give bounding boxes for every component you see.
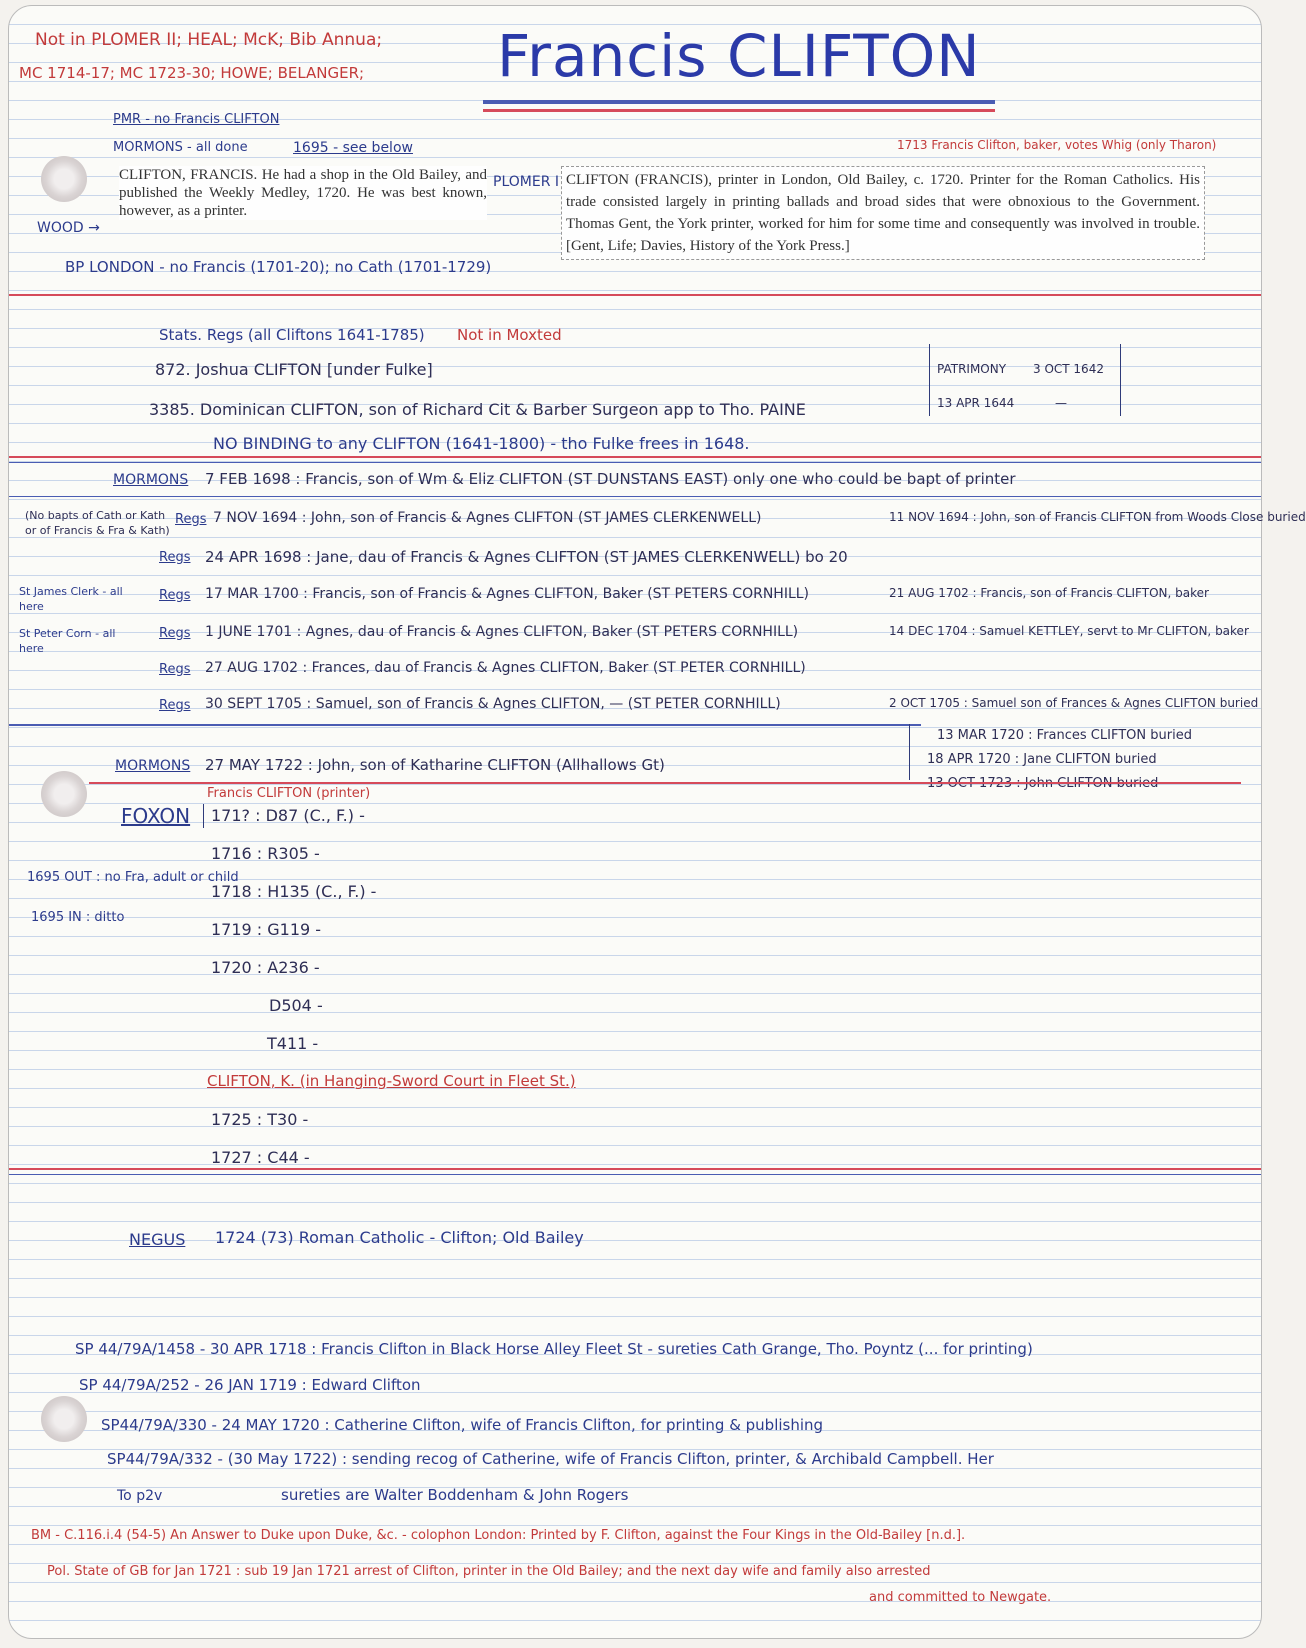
left-note-st-peter-text: St Peter Corn - all here [19, 627, 116, 655]
left-note-no-bapts-text: (No bapts of Cath or Kath or of Francis & Fra & Kath) [25, 509, 170, 537]
stats-entry-3385: 3385. Dominican CLIFTON, son of Richard Cit & Barber Surgeon app to Tho. PAINE [149, 400, 806, 419]
left-note-no-bapts [25, 508, 175, 538]
burial-1720-mar: 13 MAR 1720 : Frances CLIFTON buried [937, 728, 1192, 743]
top-right-note: 1713 Francis Clifton, baker, votes Whig (only Tharon) [897, 138, 1217, 152]
sp-entry: SP 44/79A/1458 - 30 APR 1718 : Francis Clifton in Black Horse Alley Fleet St - sureties Cath Grange, Tho. Poyntz (... for printing) [75, 1340, 1033, 1358]
sp-entry: sureties are Walter Boddenham & John Rogers [281, 1486, 629, 1504]
regs-entry: 1 JUNE 1701 : Agnes, dau of Francis & Agnes CLIFTON, Baker (ST PETERS CORNHILL) [205, 624, 799, 640]
pol-state-line-1: Pol. State of GB for Jan 1721 : sub 19 Jan 1721 arrest of Clifton, printer in the Old Bailey; and the next day wife and family also arrested [47, 1564, 931, 1579]
pol-state-line-2: and committed to Newgate. [869, 1590, 1052, 1605]
section-divider-4 [9, 724, 921, 726]
section-divider-3 [9, 496, 1261, 497]
to-p2-note: To p2v [117, 1488, 163, 1504]
regs-label: Regs [175, 512, 207, 527]
section-divider-1 [9, 294, 1261, 296]
foxon-entry: 1719 : G119 - [211, 920, 322, 939]
mormons-1698-text: 7 FEB 1698 : Francis, son of Wm & Eliz CLIFTON (ST DUNSTANS EAST) only one who could be bapt of printer [205, 470, 1016, 488]
mormons-top-note: MORMONS - all done [113, 140, 248, 155]
foxon-entry: 1718 : H135 (C., F.) - [211, 882, 377, 901]
mormons-1722-label: MORMONS [115, 758, 191, 774]
regs-right-note: 2 OCT 1705 : Samuel son of Frances & Agnes CLIFTON buried [889, 696, 1259, 710]
foxon-bracket [203, 804, 204, 828]
section-divider-2 [9, 456, 1261, 458]
sp-entry: SP 44/79A/252 - 26 JAN 1719 : Edward Clifton [79, 1376, 421, 1394]
left-note-st-james [19, 584, 139, 614]
foxon-entry: T411 - [267, 1034, 319, 1053]
sp-entry: SP44/79A/330 - 24 MAY 1720 : Catherine Clifton, wife of Francis Clifton, for printing & publishing [101, 1416, 824, 1434]
regs-entry: 27 AUG 1702 : Frances, dau of Francis & Agnes CLIFTON, Baker (ST PETER CORNHILL) [205, 660, 806, 676]
foxon-entry: D504 - [269, 996, 323, 1015]
section-divider-6b [9, 1174, 1261, 1175]
header-line-1: Not in PLOMER II; HEAL; McK; Bib Annua; [35, 30, 383, 50]
regs-label: Regs [159, 550, 191, 565]
mormons-1698-label: MORMONS [113, 472, 189, 488]
foxon-entry: 1720 : A236 - [211, 958, 320, 977]
regs-label: Regs [159, 588, 191, 603]
note-1695-in: 1695 IN : ditto [31, 910, 125, 925]
sp-entry: SP44/79A/332 - (30 May 1722) : sending recog of Catherine, wife of Francis Clifton, printer, & Archibald Campbell. Her [107, 1450, 994, 1468]
pmr-note: PMR - no Francis CLIFTON [113, 112, 280, 127]
left-note-st-james-text: St James Clerk - all here [19, 585, 123, 613]
binder-hole-middle [41, 771, 87, 817]
regs-label: Regs [159, 626, 191, 641]
regs-entry: 30 SEPT 1705 : Samuel, son of Francis & Agnes CLIFTON, — (ST PETER CORNHILL) [205, 696, 781, 712]
regs-entry: 24 APR 1698 : Jane, dau of Francis & Agnes CLIFTON (ST JAMES CLERKENWELL) bo 20 [205, 548, 848, 566]
mormons-1722-text: 27 MAY 1722 : John, son of Katharine CLIFTON (Allhallows Gt) [205, 756, 665, 774]
plomer-label: PLOMER I [493, 174, 559, 190]
header-line-2: MC 1714-17; MC 1723-30; HOWE; BELANGER; [19, 64, 365, 82]
page-title: Francis CLIFTON [497, 22, 981, 90]
burial-1720-apr: 18 APR 1720 : Jane CLIFTON buried [927, 752, 1157, 767]
box-dash: — [1055, 396, 1067, 410]
regs-label: Regs [159, 698, 191, 713]
regs-label: Regs [159, 662, 191, 677]
foxon-entry: 1716 : R305 - [211, 844, 320, 863]
clipping-wood-text: CLIFTON, FRANCIS. He had a shop in the Old Bailey, and published the Weekly Medley, 1720. He was best known, however, as a printer. [119, 167, 487, 219]
bp-london-note: BP LONDON - no Francis (1701-20); no Cath (1701-1729) [65, 258, 492, 276]
foxon-entry: 171? : D87 (C., F.) - [211, 806, 365, 825]
patrimony-date: 13 APR 1644 [937, 396, 1015, 410]
bm-entry: BM - C.116.i.4 (54-5) An Answer to Duke upon Duke, &c. - colophon London: Printed by F. Clifton, against the Four Kings in the Old-Bailey [n.d.]. [31, 1528, 966, 1543]
stats-regs-heading: Stats. Regs (all Cliftons 1641-1785) [159, 326, 425, 344]
section-divider-2b [9, 462, 1261, 463]
regs-entry: 17 MAR 1700 : Francis, son of Francis & Agnes CLIFTON, Baker (ST PETERS CORNHILL) [205, 586, 810, 602]
title-underline-blue [483, 100, 995, 104]
stats-entry-872: 872. Joshua CLIFTON [under Fulke] [155, 360, 433, 379]
regs-entry: 7 NOV 1694 : John, son of Francis & Agnes CLIFTON (ST JAMES CLERKENWELL) [213, 510, 762, 526]
foxon-k-entry: 1727 : C44 - [211, 1148, 310, 1167]
section-divider-6 [9, 1168, 1261, 1170]
binder-hole-bottom [41, 1396, 87, 1442]
clipping-plomer [561, 166, 1205, 260]
binder-hole-top [41, 156, 87, 202]
title-underline-red [483, 109, 995, 112]
clipping-wood [119, 166, 487, 220]
not-in-moxted: Not in Moxted [457, 326, 562, 344]
wood-label: WOOD → [37, 220, 100, 236]
section-divider-5 [89, 782, 1241, 784]
patrimony-label: PATRIMONY [937, 362, 1007, 376]
regs-right-note: 14 DEC 1704 : Samuel KETTLEY, servt to Mr CLIFTON, baker [889, 624, 1249, 638]
foxon-k-entry: 1725 : T30 - [211, 1110, 309, 1129]
regs-right-note: 21 AUG 1702 : Francis, son of Francis CLIFTON, baker [889, 586, 1209, 600]
note-1695-out: 1695 OUT : no Fra, adult or child [27, 870, 239, 885]
no-binding-note: NO BINDING to any CLIFTON (1641-1800) - tho Fulke frees in 1648. [213, 434, 750, 453]
clipping-plomer-text: CLIFTON (FRANCIS), printer in London, Old Bailey, c. 1720. Printer for the Roman Catholics. His trade consisted largely in printing ballads and broad sides that were obnoxious to the Government. Thomas Gent, the York printer, worked for him for some time and consequently was involved in trouble. [Gent, Life; Davies, History of the York Press.] [566, 172, 1200, 254]
foxon-k-heading: CLIFTON, K. (in Hanging-Sword Court in Fleet St.) [207, 1072, 576, 1090]
left-note-st-peter [19, 626, 139, 656]
box-date-1642: 3 OCT 1642 [1033, 362, 1104, 376]
negus-label: NEGUS [129, 1230, 186, 1249]
regs-right-note: 11 NOV 1694 : John, son of Francis CLIFTON from Woods Close buried [889, 510, 1306, 524]
notebook-page [8, 5, 1306, 1639]
foxon-subhead: Francis CLIFTON (printer) [207, 786, 371, 801]
negus-text: 1724 (73) Roman Catholic - Clifton; Old Bailey [215, 1228, 584, 1247]
foxon-label: FOXON [121, 804, 191, 828]
year-1695-note: 1695 - see below [293, 140, 413, 156]
